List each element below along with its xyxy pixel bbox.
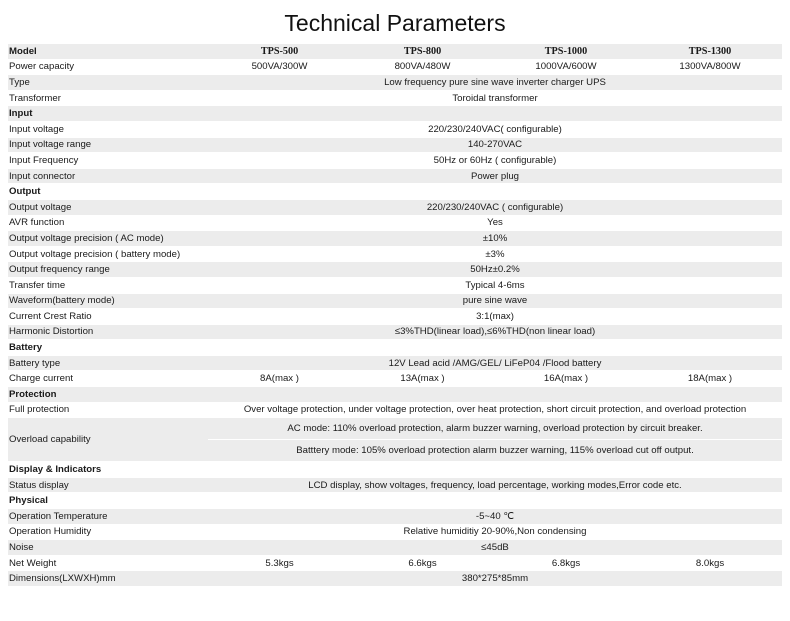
row-label: Input Frequency bbox=[8, 153, 208, 169]
table-row-model bbox=[8, 44, 782, 59]
model-header: TPS-1000 bbox=[494, 44, 638, 59]
row-label: Input voltage range bbox=[8, 137, 208, 153]
section-header: Physical bbox=[8, 493, 782, 509]
row-label: AVR function bbox=[8, 215, 208, 231]
table-row bbox=[8, 309, 782, 325]
row-label: Output voltage precision ( battery mode) bbox=[8, 246, 208, 262]
cell-value: 50Hz or 60Hz ( configurable) bbox=[208, 153, 782, 169]
table-row bbox=[8, 524, 782, 540]
row-label: Dimensions(LXWXH)mm bbox=[8, 571, 208, 587]
row-label: Transfer time bbox=[8, 277, 208, 293]
row-label: Full protection bbox=[8, 402, 208, 418]
row-label: Charge current bbox=[8, 371, 208, 387]
cell-value: 8A(max ) bbox=[208, 371, 351, 387]
table-row bbox=[8, 277, 782, 293]
cell-value: Over voltage protection, under voltage protection, over heat protection, short circuit protection, and overload protection bbox=[208, 402, 782, 418]
cell-value: -5~40 ℃ bbox=[208, 509, 782, 525]
row-label: Waveform(battery mode) bbox=[8, 293, 208, 309]
row-label: Output voltage bbox=[8, 199, 208, 215]
cell-value: ≤45dB bbox=[208, 540, 782, 556]
table-row bbox=[8, 90, 782, 106]
row-label: Net Weight bbox=[8, 555, 208, 571]
cell-value: 140-270VAC bbox=[208, 137, 782, 153]
table-row bbox=[8, 199, 782, 215]
table-row bbox=[8, 231, 782, 247]
cell-value: Toroidal transformer bbox=[208, 90, 782, 106]
section-header: Input bbox=[8, 106, 782, 122]
cell-value: 500VA/300W bbox=[208, 59, 351, 75]
table-row bbox=[8, 571, 782, 587]
table-row bbox=[8, 262, 782, 278]
row-label: Status display bbox=[8, 477, 208, 493]
cell-value: 8.0kgs bbox=[638, 555, 782, 571]
cell-value: Batttery mode: 105% overload protection alarm buzzer warning, 115% overload cut off output. bbox=[208, 440, 782, 462]
model-header: TPS-500 bbox=[208, 44, 351, 59]
cell-value: 220/230/240VAC ( configurable) bbox=[208, 199, 782, 215]
section-header-row bbox=[8, 387, 782, 403]
cell-value: 18A(max ) bbox=[638, 371, 782, 387]
table-row bbox=[8, 137, 782, 153]
model-header: TPS-800 bbox=[351, 44, 494, 59]
spec-table bbox=[8, 44, 782, 587]
table-row bbox=[8, 215, 782, 231]
cell-value: LCD display, show voltages, frequency, load percentage, working modes,Error code etc. bbox=[208, 477, 782, 493]
table-row bbox=[8, 418, 782, 440]
row-label: Output voltage precision ( AC mode) bbox=[8, 231, 208, 247]
cell-value: 6.6kgs bbox=[351, 555, 494, 571]
cell-value: Typical 4-6ms bbox=[208, 277, 782, 293]
section-header-row bbox=[8, 184, 782, 200]
cell-value: 5.3kgs bbox=[208, 555, 351, 571]
table-row bbox=[8, 477, 782, 493]
row-label: Input voltage bbox=[8, 121, 208, 137]
row-label: Battery type bbox=[8, 355, 208, 371]
cell-value: ±10% bbox=[208, 231, 782, 247]
table-row bbox=[8, 555, 782, 571]
cell-value: AC mode: 110% overload protection, alarm buzzer warning, overload protection by circuit breaker. bbox=[208, 418, 782, 440]
table-row bbox=[8, 59, 782, 75]
cell-value: Yes bbox=[208, 215, 782, 231]
row-label: Input connector bbox=[8, 168, 208, 184]
cell-value: 12V Lead acid /AMG/GEL/ LiFeP04 /Flood battery bbox=[208, 355, 782, 371]
section-header: Display & Indicators bbox=[8, 462, 782, 478]
table-row bbox=[8, 402, 782, 418]
cell-value: ≤3%THD(linear load),≤6%THD(non linear load) bbox=[208, 324, 782, 340]
cell-value: ±3% bbox=[208, 246, 782, 262]
row-label: Model bbox=[8, 44, 208, 59]
row-label: Harmonic Distortion bbox=[8, 324, 208, 340]
cell-value: 50Hz±0.2% bbox=[208, 262, 782, 278]
table-row bbox=[8, 540, 782, 556]
section-header-row bbox=[8, 493, 782, 509]
cell-value: Relative humiditiy 20-90%,Non condensing bbox=[208, 524, 782, 540]
section-header-row bbox=[8, 340, 782, 356]
cell-value: 380*275*85mm bbox=[208, 571, 782, 587]
cell-value: 220/230/240VAC( configurable) bbox=[208, 121, 782, 137]
row-label: Type bbox=[8, 75, 208, 91]
table-row bbox=[8, 509, 782, 525]
table-row bbox=[8, 371, 782, 387]
row-label: Noise bbox=[8, 540, 208, 556]
cell-value: 16A(max ) bbox=[494, 371, 638, 387]
section-header-row bbox=[8, 462, 782, 478]
row-label: Operation Temperature bbox=[8, 509, 208, 525]
row-label: Power capacity bbox=[8, 59, 208, 75]
section-header: Protection bbox=[8, 387, 782, 403]
table-row bbox=[8, 75, 782, 91]
section-header: Output bbox=[8, 184, 782, 200]
table-row bbox=[8, 355, 782, 371]
table-row bbox=[8, 121, 782, 137]
table-row bbox=[8, 153, 782, 169]
cell-value: 13A(max ) bbox=[351, 371, 494, 387]
cell-value: 6.8kgs bbox=[494, 555, 638, 571]
cell-value: 1000VA/600W bbox=[494, 59, 638, 75]
model-header: TPS-1300 bbox=[638, 44, 782, 59]
table-row bbox=[8, 293, 782, 309]
cell-value: 800VA/480W bbox=[351, 59, 494, 75]
row-label: Output frequency range bbox=[8, 262, 208, 278]
row-label: Current Crest Ratio bbox=[8, 309, 208, 325]
table-row bbox=[8, 168, 782, 184]
table-row bbox=[8, 324, 782, 340]
cell-value: 1300VA/800W bbox=[638, 59, 782, 75]
cell-value: 3:1(max) bbox=[208, 309, 782, 325]
section-header-row bbox=[8, 106, 782, 122]
row-label: Transformer bbox=[8, 90, 208, 106]
table-row bbox=[8, 246, 782, 262]
section-header: Battery bbox=[8, 340, 782, 356]
cell-value: Power plug bbox=[208, 168, 782, 184]
row-label: Overload capability bbox=[8, 418, 208, 462]
page-title: Technical Parameters bbox=[284, 10, 506, 36]
cell-value: pure sine wave bbox=[208, 293, 782, 309]
cell-value: Low frequency pure sine wave inverter charger UPS bbox=[208, 75, 782, 91]
row-label: Operation Humidity bbox=[8, 524, 208, 540]
